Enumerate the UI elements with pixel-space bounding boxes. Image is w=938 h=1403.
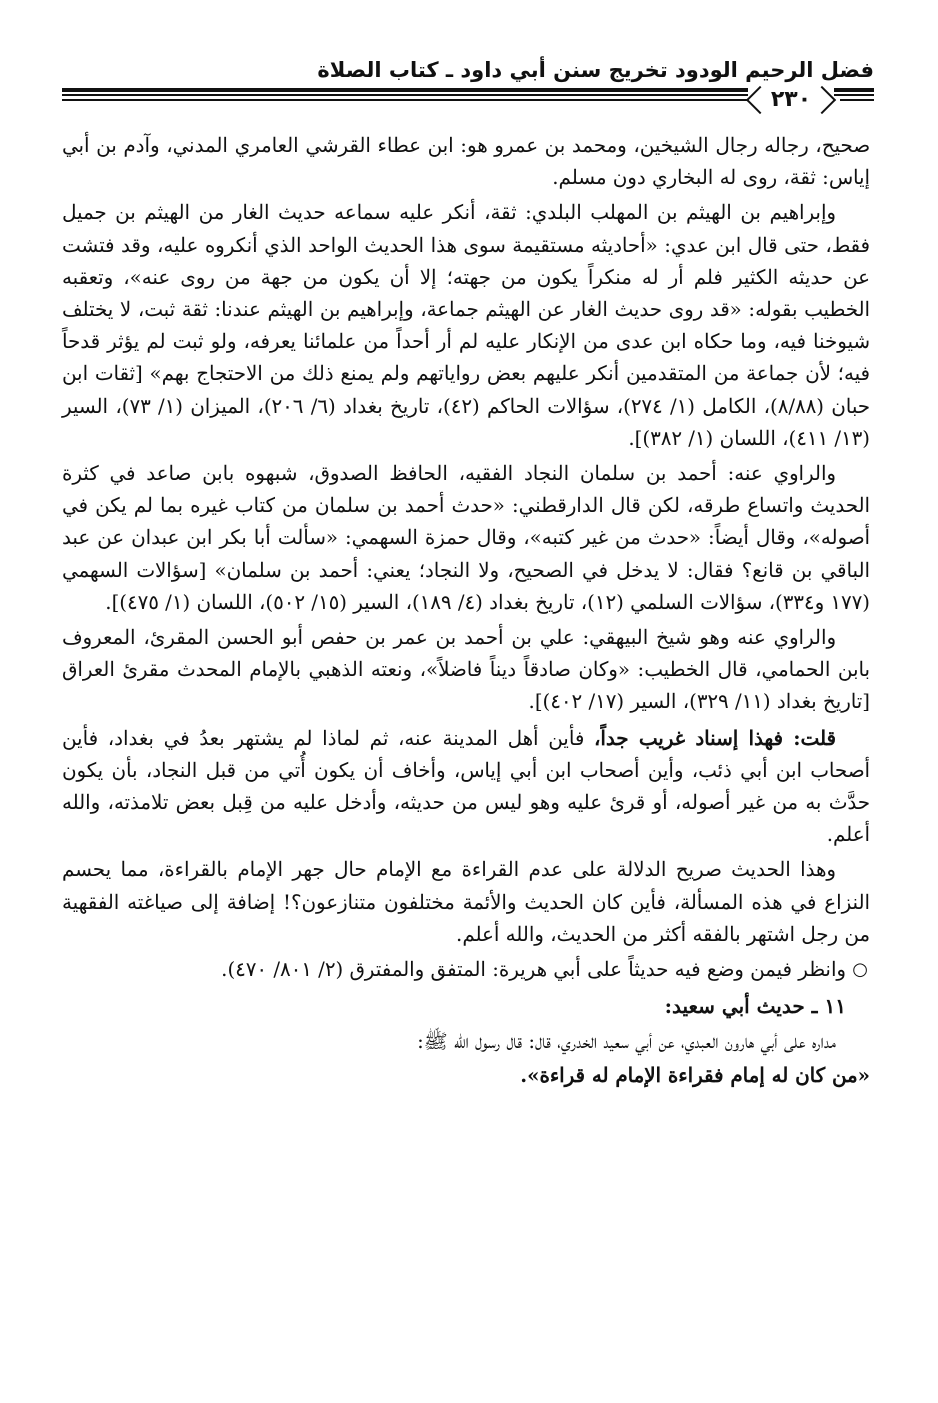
header-rule-low-right: [840, 99, 874, 101]
hadith-text: «من كان له إمام فقراءة الإمام له قراءة».: [520, 1062, 870, 1087]
page-number: [748, 84, 834, 114]
bullet-text: وانظر فيمن وضع فيه حديثاً على أبي هريرة: المتفق والمفترق (٢/ ٨٠١/ ٤٧٠).: [221, 958, 846, 982]
running-title: فضل الرحيم الودود تخريج سنن أبي داود ـ كتاب الصلاة: [317, 58, 874, 82]
paragraph-3: والراوي عنه: أحمد بن سلمان النجاد الفقيه، الحافظ الصدوق، شبهوه بابن صاعد في كثرة الحديث واتساع طرقه، لكن قال الدارقطني: «حدث أحمد بن سلمان من كتاب غيره بما لم يكن في أصوله»، وقال أيضاً: «حدث من غير كتبه»، وقال حمزة السهمي: «سألت أبا بكر ابن عبدان عن عبد الباقي بن قانع؟ فقال: لا يدخل في الصحيح، ولا النجاد؛ يعني: أحمد بن سلمان» [سؤالات السهمي (١٧٧ و٣٣٤)، سؤالات السلمي (١٢)، تاريخ بغداد (٤/ ١٨٩)، السير (١٥/ ٥٠٢)، اللسان (١/ ٤٧٥)].: [62, 462, 870, 614]
bullet-mark: ○: [852, 959, 868, 981]
paragraph-1: صحيح، رجاله رجال الشيخين، ومحمد بن عمرو هو: ابن عطاء القرشي العامري المدني، وآدم بن أبي إياس: ثقة، روى له البخاري دون مسلم.: [62, 134, 870, 190]
page-number-text: ٢٣٠: [770, 86, 812, 112]
qult-rest: فأين أهل المدينة عنه، ثم لماذا لم يشتهر بعدُ في بغداد، فأين أصحاب ابن أبي ذئب، وأين أصحاب ابن أبي إياس، وأخاف أن يكون أُتي من قبل النجاد، بأن يكون حدَّث به من غير أصوله، أو قرئ عليه وهو ليس من حديثه، وأدخل عليه من قِبل بعض تلامذته، والله أعلم.: [62, 726, 870, 847]
bullet-item: [62, 954, 870, 986]
page-content: [62, 130, 870, 1095]
paragraph-2: وإبراهيم بن الهيثم بن المهلب البلدي: ثقة، أنكر عليه سماعه حديث الغار من الهيثم بن جميل فقط، حتى قال ابن عدي: «أحاديثه مستقيمة سوى هذا الحديث الواحد الذي أنكروه عليه، وقد فتشت عن حديثه الكثير فلم أر له منكراً يكون من جهته؛ إلا أن يكون من جهة من روى عنه»، وتعقبه الخطيب بقوله: «قد روى حديث الغار عن الهيثم جماعة، وإبراهيم بن الهيثم عندنا: ثقة ثبت، لا يختلف شيوخنا فيه، وما حكاه ابن عدى من الإنكار عليه لم أر أحداً من علمائنا يعرفه، ولو ثبت لم يؤثر قدحاً فيه؛ لأن جماعة من المتقدمين أنكر عليهم بعض رواياتهم ولم يمنع ذلك من الاحتجاج بهم» [ثقات ابن حبان (٨/٨٨)، الكامل (١/ ٢٧٤)، سؤالات الحاكم (٤٢)، تاريخ بغداد (٦/ ٢٠٦)، الميزان (١/ ٧٣)، السير (١٣/ ٤١١)، اللسان (١/ ٣٨٢)].: [62, 201, 871, 450]
last-para-text: مداره على أبي هارون العبدي، عن أبي سعيد الخدري، قال: قال رسول الله ﷺ:: [417, 1030, 836, 1054]
section-heading: ١١ ـ حديث أبي سعيد:: [664, 994, 846, 1019]
paragraph-4: والراوي عنه وهو شيخ البيهقي: علي بن أحمد بن عمر بن حفص أبو الحسن المقرئ، المعروف بابن الحمامي، قال الخطيب: «وكان صادقاً ديناً فاضلاً»، ونعته الذهبي بالإمام المحدث مقرئ العراق [تاريخ بغداد (١١/ ٣٢٩)، السير (١٧/ ٤٠٢)].: [62, 626, 870, 714]
paragraph-qult: [62, 722, 870, 852]
qult-lead: قلت: فهذا إسناد غريب جداً،: [594, 725, 836, 750]
header-rule-low-left: [62, 99, 750, 101]
page-header: [62, 52, 874, 88]
paragraph-conclusion: وهذا الحديث صريح الدلالة على عدم القراءة مع الإمام حال جهر الإمام بالقراءة، مما يحسم النزاع في هذه المسألة، فأين كان الحديث والأئمة مختلفون متنازعون؟! إضافة إلى صياغته الفقهية من رجل اشتهر بالفقه أكثر من الحديث، والله أعلم.: [62, 858, 870, 946]
paragraph-last: [62, 1026, 870, 1091]
